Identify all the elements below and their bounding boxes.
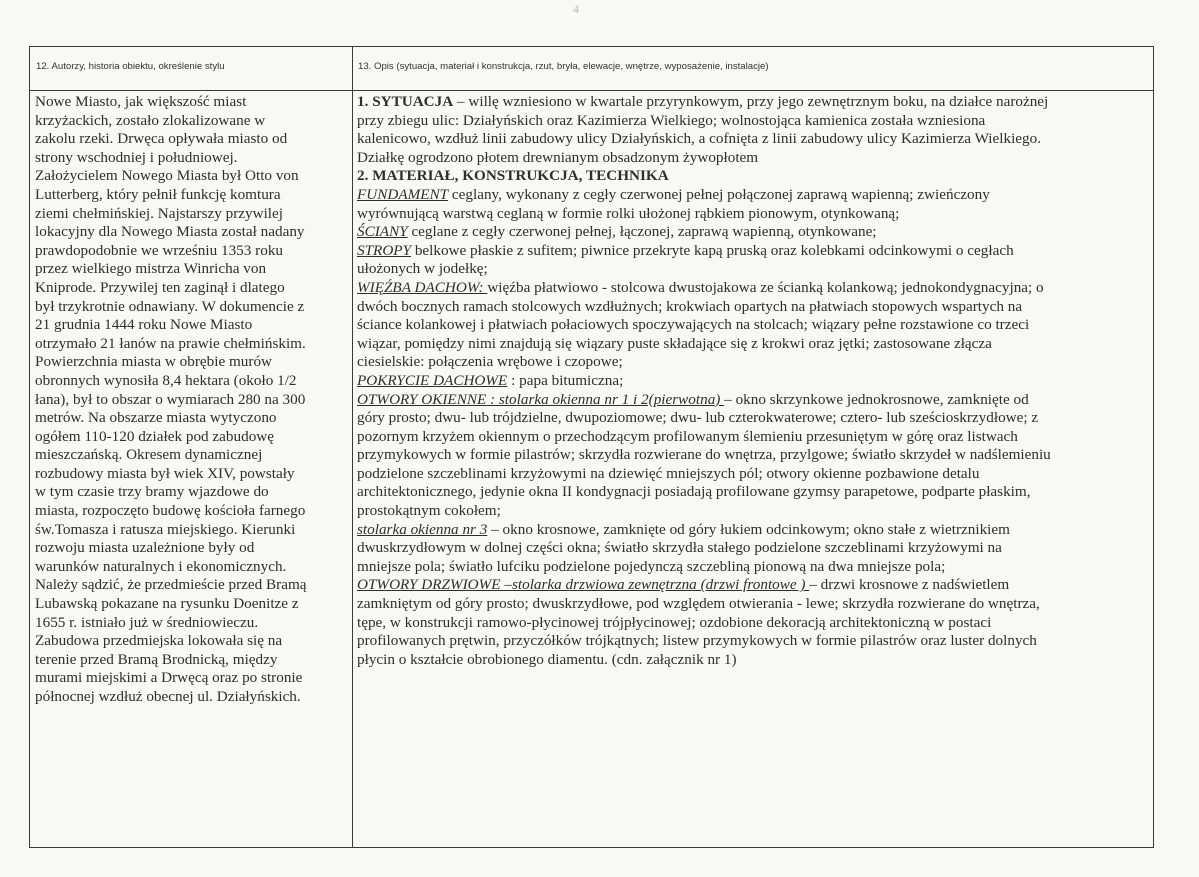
- text-line: lokacyjny dla Nowego Miasta został nadany: [35, 223, 305, 241]
- text-line: mieszczańską. Okresem dynamicznej: [35, 446, 263, 464]
- term-roof-truss: WIĘŹBA DACHOW:: [357, 278, 488, 296]
- header-history: 12. Autorzy, historia obiektu, określenie stylu: [36, 61, 225, 72]
- text-line: Lubawską pokazane na rysunku Doenitze z: [35, 595, 299, 613]
- term-roofing: POKRYCIE DACHOWE: [357, 371, 508, 389]
- text-line: tępe, w konstrukcji ramowo-płycinowej trójpłycinowej; ozdobione dekoracją architektoniczną w postaci: [357, 613, 992, 631]
- text-line: architektonicznego, jedynie okna II kondygnacji posiadają profilowane gzymsy parapetowe, podparte płaskim,: [357, 483, 1031, 501]
- term-foundation: FUNDAMENT: [357, 185, 449, 203]
- section-heading-situation: 1. SYTUACJA: [357, 93, 454, 110]
- text-line: strony wschodniej i południowej.: [35, 148, 238, 166]
- text-line: łana), był to obszar o wymiarach 280 na 300: [35, 390, 306, 408]
- text-line: Założycielem Nowego Miasta był Otto von: [35, 167, 299, 185]
- text-line: Nowe Miasto, jak większość miast: [35, 93, 247, 110]
- text-line: przy zbiegu ulic: Działyńskich oraz Kazimierza Wielkiego; wolnostojąca kamienica została wzniesiona: [357, 111, 986, 129]
- text-line: przez wielkiego mistrza Winricha von: [35, 260, 267, 278]
- description-table: [29, 46, 1154, 848]
- text-line: dwóch bocznych ramach stolcowych wzdłużnych; krokwiach opartych na płatwiach stopowych wspartych na: [357, 297, 1023, 315]
- text-line: północnej wzdłuż obecnej ul. Działyńskich.: [35, 688, 301, 705]
- term-ceilings: STROPY: [357, 241, 412, 259]
- page-number: 4: [573, 2, 579, 16]
- term-walls: ŚCIANY: [357, 223, 408, 241]
- text-line: stolarka okienna nr 3 – okno krosnowe, zamknięte od góry łukiem odcinkowym; okno stałe z wietrznikiem: [357, 520, 1010, 538]
- term-window-joinery-3: stolarka okienna nr 3: [357, 520, 488, 538]
- term-window-openings: OTWORY OKIENNE: [357, 390, 487, 408]
- text-line: ściance kolankowej i płatwiach połaciowych spoczywających na stolcach; wiązary pełne rozstawione co trzeci: [357, 316, 1030, 334]
- section-heading-material: 2. MATERIAŁ, KONSTRUKCJA, TECHNIKA: [357, 167, 669, 185]
- text-line: w tym czasie trzy bramy wjazdowe do: [35, 483, 269, 501]
- description-text: [357, 93, 1153, 669]
- text-line: STROPY belkowe płaskie z sufitem; piwnice przekryte kapą pruską oraz kolebkami odcinkowymi o cegłach: [357, 241, 1014, 259]
- text-line: ŚCIANY ceglane z cegły czerwonej pełnej, łączonej, zaprawą wapienną, otynkowane;: [357, 223, 877, 241]
- text-line: płycin o kształcie obrobionego diamentu. (cdn. załącznik nr 1): [357, 650, 737, 668]
- text-line: pozornym krzyżem okiennym o przechodzącym profilowanym ślemieniu przesuniętym w górę oraz listwach: [357, 427, 1018, 445]
- text-line: 1655 r. istniało już w średniowieczu.: [35, 613, 259, 631]
- text-line: Lutterberg, który pełnił funkcję komtura: [35, 185, 281, 203]
- text-line: prostokątnym cokołem;: [357, 502, 501, 520]
- text-line: obronnych wynosiła 8,4 hektara (około 1/2: [35, 371, 297, 389]
- text-line: rozbudowy miasta był wiek XIV, powstały: [35, 464, 295, 482]
- text-line: Powierzchnia miasta w obrębie murów: [35, 353, 273, 371]
- text-line: profilowanych prętwin, przyczółków trójkątnych; listew przymykowych w formie pilastrów oraz luster dolnych: [357, 632, 1037, 650]
- text-line: zakolu rzeki. Drwęca opływała miasto od: [35, 130, 288, 148]
- text-line: OTWORY DRZWIOWE –stolarka drzwiowa zewnętrzna (drzwi frontowe ) – drzwi krosnowe z nadświetlem: [357, 576, 1010, 594]
- text-line: miasta, rozpoczęto budowę kościoła farnego: [35, 502, 306, 520]
- text-line: dwuskrzydłowym w dolnej części okna; światło skrzydła stałego podzielone szczeblinami krzyżowymi na: [357, 539, 1002, 557]
- text-line: metrów. Na obszarze miasta wytyczono: [35, 409, 277, 427]
- text-line: Działkę ogrodzono płotem drewnianym obsadzonym żywopłotem: [357, 148, 759, 166]
- header-description: 13. Opis (sytuacja, materiał i konstrukcja, rzut, bryła, elewacje, wnętrze, wyposażenie, instalacje): [358, 61, 769, 72]
- text-line: św.Tomasza i ratusza miejskiego. Kierunki: [35, 520, 296, 538]
- text-line: wiązar, pomiędzy nimi znajdują się wiązary puste składające się z krokwi oraz jętki; zastosowane złącza: [357, 334, 992, 352]
- text-line: kalenicowo, wzdłuż linii zabudowy ulicy Działyńskich, a cofnięta z linii zabudowy ulicy Kazimierza Wielkiego.: [357, 130, 1042, 148]
- history-text: [35, 93, 347, 707]
- text-line: przymykowych w formie pilastrów; skrzydła rozwierane do wnętrza, przylgowe; światło skrzydeł w nadślemieniu: [357, 446, 1051, 464]
- text-line: 1. SYTUACJA – willę wzniesiono w kwartale przyrynkowym, przy jego zewnętrznym boku, na działce narożnej: [357, 93, 1049, 110]
- text-line: OTWORY OKIENNE : stolarka okienna nr 1 i 2(pierwotna) – okno skrzynkowe jednokrosnowe, zamknięte od: [357, 390, 1029, 408]
- text-line: ułożonych w jodełkę;: [357, 260, 488, 278]
- term-window-joinery-1-2: : stolarka okienna nr 1 i 2(pierwotna): [486, 390, 725, 408]
- text-line: był trzykrotnie odnawiany. W dokumencie z: [35, 297, 305, 315]
- text-line: FUNDAMENT ceglany, wykonany z cegły czerwonej pełnej połączonej zaprawą wapienną; zwieńczony: [357, 185, 990, 203]
- text-line: prawdopodobnie we wrześniu 1353 roku: [35, 241, 284, 259]
- text-line: ciesielskie: połączenia wrębowe i czopowe;: [357, 353, 623, 371]
- text-line: POKRYCIE DACHOWE : papa bitumiczna;: [357, 371, 624, 389]
- text-line: zamkniętym od góry prosto; dwuskrzydłowe, pod względem otwierania - lewe; skrzydła rozwierane do wnętrza,: [357, 595, 1040, 613]
- column-divider: [352, 47, 353, 847]
- text-line: terenie przed Bramą Brodnicką, między: [35, 650, 278, 668]
- text-line: murami miejskimi a Drwęcą oraz po stronie: [35, 669, 303, 687]
- text-line: WIĘŹBA DACHOW: więźba płatwiowo - stolcowa dwustojakowa ze ścianką kolankową; jednokondygnacyjna; o: [357, 278, 1044, 296]
- text-line: wyrównującą warstwą ceglaną w formie rolki ułożonej rąbkiem pionowym, otynkowaną;: [357, 204, 900, 222]
- text-line: Należy sądzić, że przedmieście przed Bramą: [35, 576, 307, 594]
- text-line: warunków naturalnych i ekonomicznych.: [35, 557, 287, 575]
- text-line: podzielone szczeblinami krzyżowymi na dziewięć mniejszych pól; otwory okienne pozbawione detalu: [357, 464, 980, 482]
- text-line: 21 grudnia 1444 roku Nowe Miasto: [35, 316, 253, 334]
- text-line: ogółem 110-120 działek pod zabudowę: [35, 427, 274, 445]
- text-line: Kniprode. Przywilej ten zaginął i dlatego: [35, 278, 285, 296]
- text-line: otrzymało 21 łanów na prawie chełmińskim.: [35, 334, 306, 352]
- text-line: ziemi chełmińskiej. Najstarszy przywilej: [35, 204, 283, 222]
- text-line: mniejsze pola; światło lufciku podzielone pojedynczą szczebliną pionową na dwa mniejsze pola;: [357, 557, 946, 575]
- text-line: krzyżackich, zostało zlokalizowane w: [35, 111, 266, 129]
- text-line: Zabudowa przedmiejska lokowała się na: [35, 632, 283, 650]
- text-line: góry prosto; dwu- lub trójdzielne, dwupoziomowe; dwu- lub czterokwaterowe; cztero- lub sześcioskrzydłowe; z: [357, 409, 1039, 427]
- term-door-joinery: –stolarka drzwiowa zewnętrzna (drzwi frontowe ): [500, 576, 810, 594]
- term-door-openings: OTWORY DRZWIOWE: [357, 576, 501, 594]
- header-divider: [30, 90, 1153, 91]
- text-line: rozwoju miasta uzależnione były od: [35, 539, 255, 557]
